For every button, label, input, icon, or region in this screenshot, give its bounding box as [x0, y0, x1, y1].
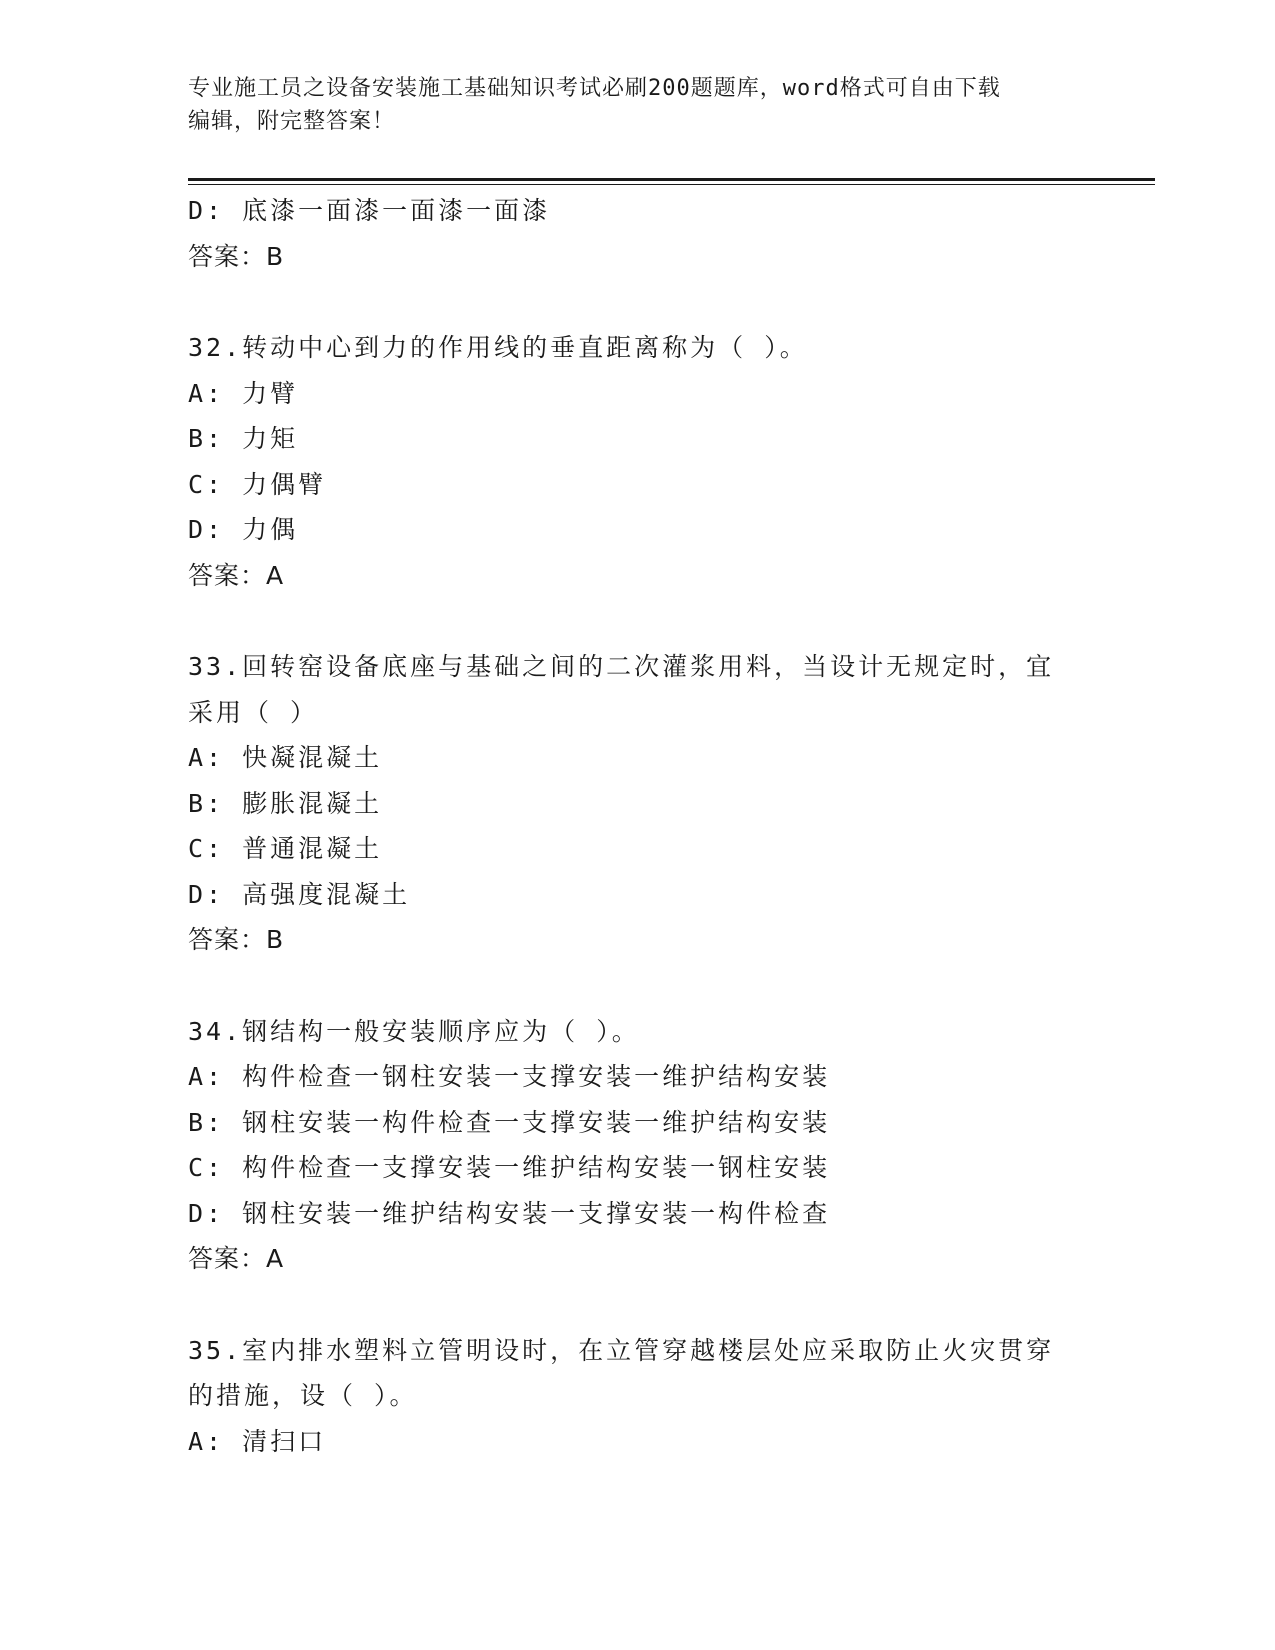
option-a: A: 快凝混凝土: [188, 743, 383, 772]
header-divider-thin: [188, 184, 1155, 185]
option-a: A: 构件检查一钢柱安装一支撑安装一维护结构安装: [188, 1062, 831, 1091]
question-33: [188, 644, 1088, 963]
option-d: D: 高强度混凝土: [188, 879, 411, 909]
option-c: C: 力偶臂: [188, 469, 327, 499]
option-a: A: 清扫口: [188, 1426, 327, 1456]
answer: 答案：B: [188, 241, 285, 271]
option-c: C: 构件检查一支撑安装一维护结构安装一钢柱安装: [188, 1153, 831, 1182]
header-title-line1: 专业施工员之设备安装施工基础知识考试必刷200题题库，word格式可自由下载: [188, 76, 1001, 101]
option-d: D: 底漆一面漆一面漆一面漆: [188, 196, 551, 225]
question-31-tail: [188, 188, 1088, 279]
option-d: D: 力偶: [188, 515, 299, 544]
option-b: B: 力矩: [188, 424, 299, 453]
option-d: D: 钢柱安装一维护结构安装一支撑安装一构件检查: [188, 1198, 831, 1228]
header-divider-thick: [188, 178, 1155, 181]
question-stem-line1: 35.室内排水塑料立管明设时，在立管穿越楼层处应采取防止火灾贯穿: [188, 1335, 1055, 1365]
option-b: B: 钢柱安装一构件检查一支撑安装一维护结构安装: [188, 1107, 831, 1137]
option-b: B: 膨胀混凝土: [188, 788, 383, 818]
document-body: [188, 188, 1088, 1464]
question-stem: 34.钢结构一般安装顺序应为（ ）。: [188, 1016, 640, 1046]
question-stem-line1: 33.回转窑设备底座与基础之间的二次灌浆用料，当设计无规定时，宜: [188, 652, 1055, 681]
option-a: A: 力臂: [188, 378, 299, 408]
answer: 答案：A: [188, 560, 285, 590]
question-stem-line2: 采用（ ）: [188, 697, 319, 727]
question-34: [188, 1009, 1088, 1282]
answer: 答案：B: [188, 925, 285, 954]
option-c: C: 普通混凝土: [188, 834, 383, 863]
question-35: [188, 1328, 1088, 1465]
question-stem-line2: 的措施，设（ ）。: [188, 1381, 418, 1410]
answer: 答案：A: [188, 1244, 285, 1273]
header-title-line2: 编辑，附完整答案！: [188, 109, 396, 134]
question-stem: 32.转动中心到力的作用线的垂直距离称为（ ）。: [188, 333, 808, 362]
document-header: [188, 72, 1088, 138]
question-32: [188, 325, 1088, 598]
